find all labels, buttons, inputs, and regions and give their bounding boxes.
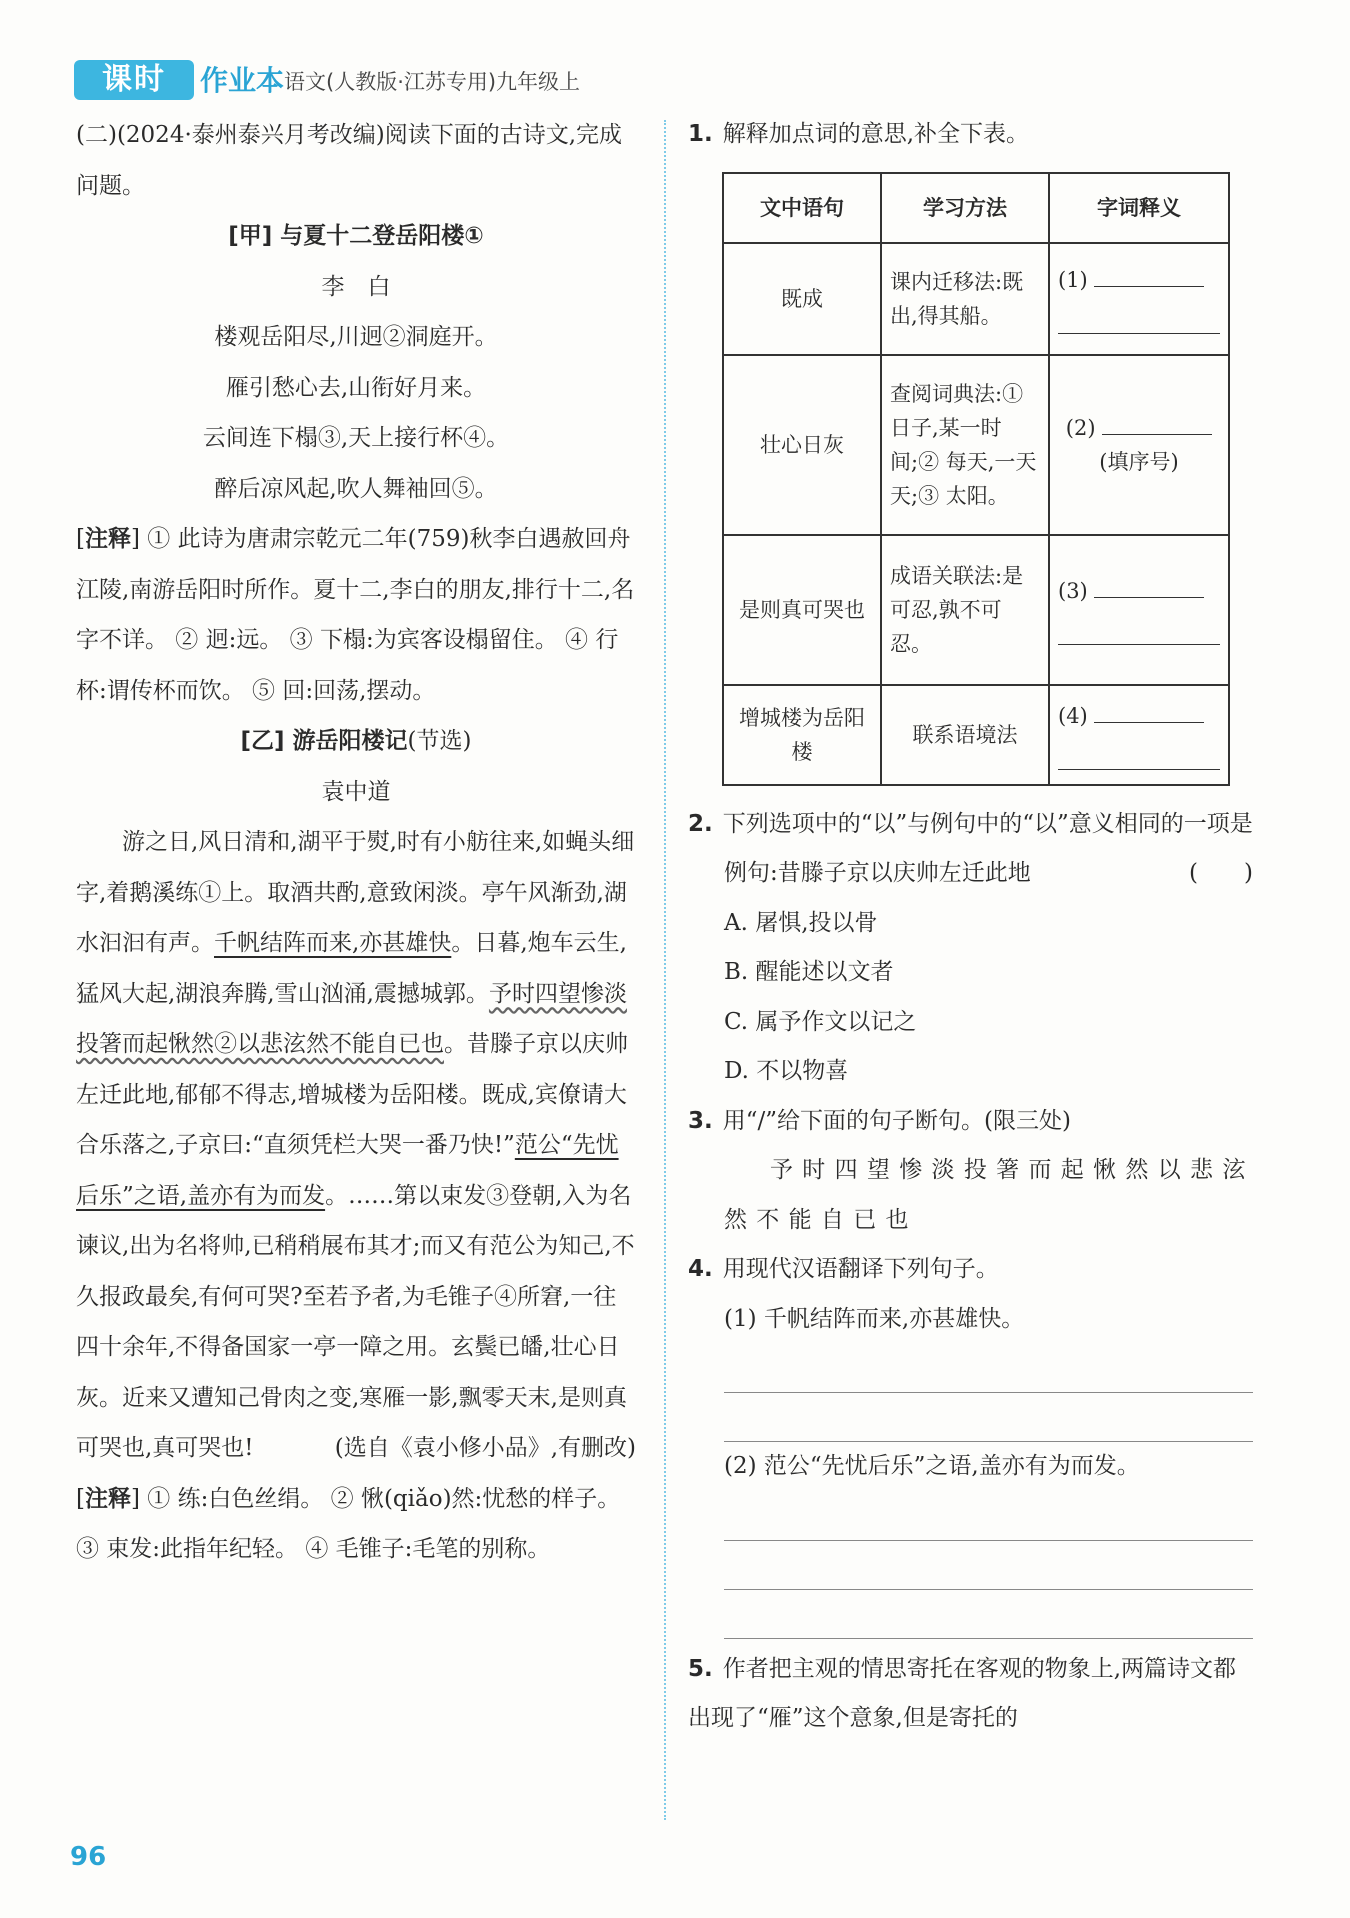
question-text: 作者把主观的情思寄托在客观的物象上,两篇诗文都出现了“雁”这个意象,但是寄托的: [688, 1655, 1237, 1731]
subquestion-1: (1) 千帆结阵而来,亦甚雄快。: [724, 1305, 1025, 1332]
answer-paren[interactable]: ( ): [1189, 860, 1253, 886]
question-text: 用“/”给下面的句子断句。(限三处): [722, 1107, 1071, 1134]
prose-segment: 。……第以束发③登朝,入为名谏议,出为名将帅,已稍稍展布其才;而又有范公为知己,不久报政最矣,有何可哭?至若予者,为毛锥子④所窘,一往四十余年,不得备国家一亭一障之用。玄鬓已皤,: [76, 1182, 635, 1360]
prose-underlined: 千帆结阵而来,亦甚雄快: [214, 930, 452, 956]
table-cell-method: 课内迁移法:既出,得其船。: [881, 243, 1049, 355]
table-row: [723, 535, 1229, 685]
question-1: [688, 110, 1253, 160]
poem-line: 醉后凉风起,吹人舞袖回⑤。: [214, 475, 498, 502]
prose-notes: [注释] ① 练:白色丝绢。 ② 愀(qiǎo)然:忧愁的样子。 ③ 束发:此指年纪轻。 ④ 毛锥子:毛笔的别称。: [76, 1485, 621, 1562]
question-number: 1.: [688, 121, 713, 147]
table-header: 字词释义: [1049, 173, 1229, 243]
poem-title: [甲] 与夏十二登岳阳楼①: [228, 223, 484, 249]
table-cell-sentence: 既成: [723, 243, 881, 355]
table-cell-answer[interactable]: [1049, 535, 1229, 685]
table-cell-sentence: 是则真可哭也: [723, 535, 881, 685]
table-cell-method: 成语关联法:是可忍,孰不可忍。: [881, 535, 1049, 685]
prose-segment: 游之日,风日清和,湖平于熨,时有小舫往来,如蝇头细字,着鹅溪练①上。取酒共酌,意致闲淡。亭午风渐劲,湖水汩汩有声。: [76, 829, 635, 956]
question-text: 下列选项中的“以”与例句中的“以”意义相同的一项是: [722, 810, 1253, 837]
subquestion-2: (2) 范公“先忧后乐”之语,盖亦有为而发。: [724, 1453, 1140, 1479]
table-cell-answer[interactable]: [1049, 243, 1229, 355]
table-row: [723, 355, 1229, 535]
answer-line[interactable]: [724, 1541, 1253, 1590]
answer-line[interactable]: [724, 1393, 1253, 1442]
answer-line[interactable]: [1058, 311, 1220, 334]
answer-blank[interactable]: [1102, 414, 1212, 435]
table-cell-answer[interactable]: [1049, 685, 1229, 785]
table-header-row: [723, 173, 1229, 243]
answer-label: (1): [1058, 268, 1088, 292]
note-text: ① 练:白色丝绢。 ② 愀(qiǎo)然:忧愁的样子。 ③ 束发:此指年纪轻。 ④ 毛锥子:毛笔的别称。: [76, 1485, 621, 1562]
header-subtitle: 语文(人教版·江苏专用)九年级上: [284, 70, 581, 94]
table-cell-sentence: 壮心日灰: [723, 355, 881, 535]
question-text: 用现代汉语翻译下列句子。: [722, 1256, 999, 1282]
answer-note: (填序号): [1099, 449, 1179, 474]
table-cell-sentence: 增城楼为岳阳楼: [723, 685, 881, 785]
question-text: 解释加点词的意思,补全下表。: [722, 121, 1030, 147]
question-number: 5.: [688, 1655, 713, 1682]
example-sentence: 例句:昔滕子京以庆帅左迁此地: [724, 860, 1031, 886]
poem-author: 李 白: [321, 273, 391, 300]
table-row: [723, 685, 1229, 785]
vocab-table: [722, 172, 1230, 786]
left-column: [76, 110, 636, 1575]
prose-segment: ,真可哭也!: [145, 1435, 254, 1461]
prose-segment: 。昔滕子京以庆帅左迁此地,郁郁不得志,增城楼为岳阳楼。: [76, 1031, 628, 1108]
note-label: 注释: [84, 1485, 131, 1512]
question-4: [688, 1245, 1253, 1295]
prose-wavy: 予时四望惨淡投箸而起愀然②以悲泫然不能自已也: [76, 980, 627, 1057]
column-divider: [664, 120, 666, 1820]
answer-blank[interactable]: [1094, 577, 1204, 598]
answer-label: (2): [1065, 415, 1096, 440]
right-column: [688, 110, 1253, 1744]
answer-line[interactable]: [724, 1590, 1253, 1639]
answer-line[interactable]: [1058, 622, 1220, 645]
question-number: 3.: [688, 1107, 713, 1134]
option-d[interactable]: D. 不以物喜: [724, 1058, 849, 1084]
prose-dotted: 壮心日灰: [76, 1334, 620, 1411]
question-3: [688, 1097, 1253, 1147]
page-number: 96: [70, 1842, 107, 1872]
header-title: 作业本: [200, 64, 285, 97]
note-text: ① 此诗为唐肃宗乾元二年(759)秋李白遇赦回舟江陵,南游岳阳时所作。夏十二,李白的朋友,排行十二,名字不详。 ② 迥:远。 ③ 下榻:为宾客设榻留住。 ④ 行杯:谓传杯而饮。 ⑤ 回:回荡,摆动。: [76, 526, 635, 704]
question-number: 2.: [688, 810, 713, 837]
table-header: 文中语句: [723, 173, 881, 243]
note-label: 注释: [84, 526, 131, 552]
option-a[interactable]: A. 屠惧,投以骨: [724, 909, 878, 936]
poem-line: 楼观岳阳尽,川迥②洞庭开。: [214, 324, 498, 350]
prose-dotted: 是则真可哭也: [76, 1384, 627, 1461]
punctuation-sentence[interactable]: 予 时 四 望 惨 淡 投 箸 而 起 愀 然 以 悲 泫 然 不 能 自 已 也: [724, 1157, 1247, 1233]
prose-text: [76, 817, 636, 1474]
brand-logo: 课时: [74, 60, 194, 100]
answer-line[interactable]: [724, 1344, 1253, 1393]
answer-line[interactable]: [724, 1492, 1253, 1541]
prose-source: (选自《袁小修小品》,有删改): [334, 1435, 636, 1461]
prose-title: [乙] 游岳阳楼记: [240, 728, 408, 754]
prose-dotted: 既成: [481, 1081, 528, 1108]
poem-notes: [注释] ① 此诗为唐肃宗乾元二年(759)秋李白遇赦回舟江陵,南游岳阳时所作。夏十二,李白的朋友,排行十二,名字不详。 ② 迥:远。 ③ 下榻:为宾客设榻留住。 ④ 行杯:谓传杯而饮。 ⑤ 回:回荡,摆动。: [76, 526, 635, 704]
table-row: [723, 243, 1229, 355]
prose-underlined: 范公“先忧后乐”之语,盖亦有为而发: [76, 1132, 619, 1209]
answer-label: (3): [1058, 579, 1088, 603]
poem-line: 雁引愁心去,山衔好月来。: [225, 374, 487, 401]
prose-segment: 。日暮,炮车云生,猛风大起,湖浪奔腾,雪山汹涌,震撼城郭。: [76, 930, 627, 1007]
option-c[interactable]: C. 属予作文以记之: [724, 1008, 917, 1035]
question-5: [688, 1645, 1253, 1744]
table-cell-method: 联系语境法: [881, 685, 1049, 785]
prose-author: 袁中道: [321, 778, 391, 805]
answer-label: (4): [1058, 704, 1088, 728]
table-cell-method: 查阅词典法:① 日子,某一时间;② 每天,一天天;③ 太阳。: [881, 355, 1049, 535]
table-cell-answer[interactable]: [1049, 355, 1229, 535]
answer-line[interactable]: [1058, 747, 1220, 770]
question-number: 4.: [688, 1256, 713, 1282]
table-header: 学习方法: [881, 173, 1049, 243]
answer-blank[interactable]: [1094, 266, 1204, 287]
reading-intro: (二)(2024·泰州泰兴月考改编)阅读下面的古诗文,完成问题。: [76, 122, 623, 199]
prose-title-suffix: (节选): [407, 728, 472, 754]
answer-blank[interactable]: [1094, 702, 1204, 723]
prose-segment: ,宾僚请大合乐落之,子京曰:“直须凭栏大哭一番乃快!”: [76, 1081, 627, 1158]
option-b[interactable]: B. 醒能述以文者: [724, 959, 894, 985]
prose-segment: 。近来又遭知己骨肉之变,寒雁一影,飘零天末,: [99, 1384, 558, 1411]
poem-line: 云间连下榻③,天上接行杯④。: [202, 425, 510, 451]
prose-title-line: [76, 716, 636, 767]
